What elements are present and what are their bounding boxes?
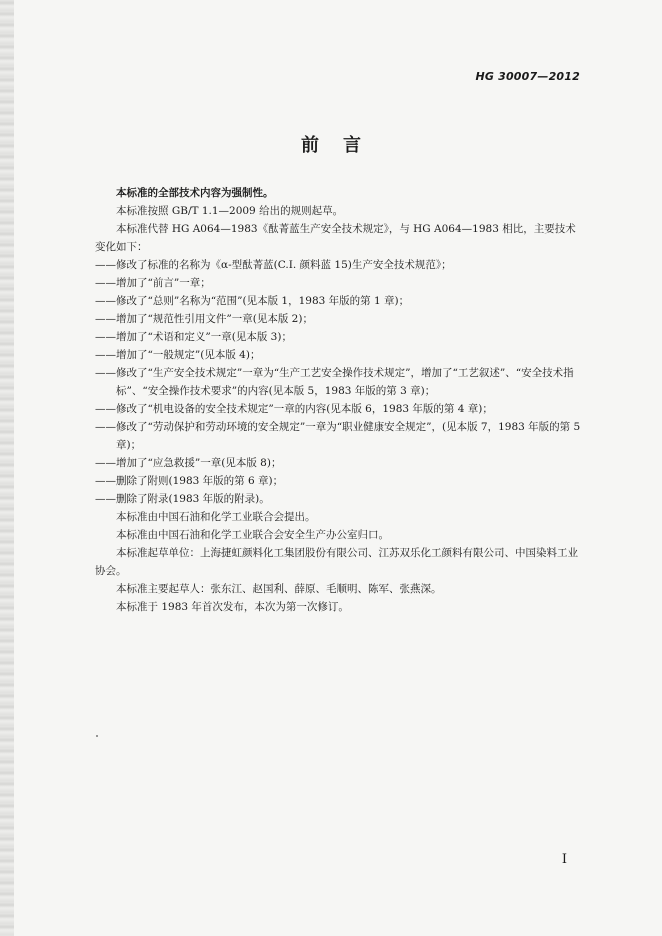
dash-marker: —— — [95, 313, 116, 325]
paragraph-mandatory: 本标准的全部技术内容为强制性。 — [116, 187, 274, 199]
change-item: —— 修改了“生产安全技术规定”一章为“生产工艺安全操作技术规定”，增加了“工艺叙述”、“安全技术指标”、“安全操作技术要求”的内容(见本版 5，1983 年版的第 3 章)； — [95, 364, 585, 400]
dash-marker: —— — [95, 331, 116, 343]
dash-marker: —— — [95, 259, 116, 271]
change-item: —— 修改了标准的名称为《α-型酞菁蓝(C.I. 颜料蓝 15)生产安全技术规范》； — [95, 256, 585, 274]
change-item: —— 增加了“应急救援”一章(见本版 8)； — [95, 454, 585, 472]
change-item: —— 修改了“劳动保护和劳动环境的安全规定”一章为“职业健康安全规定”，(见本版 7，1983 年版的第 5 章)； — [95, 418, 585, 454]
paragraph-drafting-rules: 本标准按照 GB/T 1.1—2009 给出的规则起草。 — [116, 205, 344, 217]
paragraph-under-jurisdiction: 本标准由中国石油和化学工业联合会安全生产办公室归口。 — [116, 529, 389, 541]
change-item: —— 增加了“术语和定义”一章(见本版 3)； — [95, 328, 585, 346]
paragraph-revision-history: 本标准于 1983 年首次发布，本次为第一次修订。 — [116, 601, 349, 613]
dash-marker: —— — [95, 457, 116, 469]
change-item: —— 修改了“机电设备的安全技术规定”一章的内容(见本版 6，1983 年版的第 4 章)； — [95, 400, 585, 418]
change-item: —— 增加了“规范性引用文件”一章(见本版 2)； — [95, 310, 585, 328]
dash-marker: —— — [95, 349, 116, 361]
dash-marker: —— — [95, 295, 116, 307]
paragraph-proposed-by: 本标准由中国石油和化学工业联合会提出。 — [116, 511, 316, 523]
page-number: I — [561, 852, 567, 867]
scan-speck — [96, 735, 98, 737]
standard-number: HG 30007—2012 — [475, 70, 580, 83]
paragraph-drafting-units: 本标准起草单位：上海捷虹颜料化工集团股份有限公司、江苏双乐化工颜料有限公司、中国染料工业协会。 — [95, 547, 578, 577]
change-item: —— 删除了附则(1983 年版的第 6 章)； — [95, 472, 585, 490]
change-item: —— 增加了“前言”一章； — [95, 274, 585, 292]
dash-marker: —— — [95, 277, 116, 289]
dash-marker: —— — [95, 367, 116, 379]
paragraph-main-drafters: 本标准主要起草人：张东江、赵国利、薛原、毛顺明、陈军、张燕深。 — [116, 583, 442, 595]
change-item: —— 修改了“总则”名称为“范围”(见本版 1，1983 年版的第 1 章)； — [95, 292, 585, 310]
dash-marker: —— — [95, 493, 116, 505]
change-item: —— 删除了附录(1983 年版的附录)。 — [95, 490, 585, 508]
change-item: —— 增加了“一般规定”(见本版 4)； — [95, 346, 585, 364]
foreword-body — [95, 184, 585, 616]
paragraph-replacement: 本标准代替 HG A064—1983《酞菁蓝生产安全技术规定》，与 HG A064—1983 相比，主要技术变化如下： — [95, 223, 576, 253]
dash-marker: —— — [95, 403, 116, 415]
dash-marker: —— — [95, 475, 116, 487]
dash-marker: —— — [95, 421, 116, 433]
page-title: 前言 — [301, 135, 385, 156]
